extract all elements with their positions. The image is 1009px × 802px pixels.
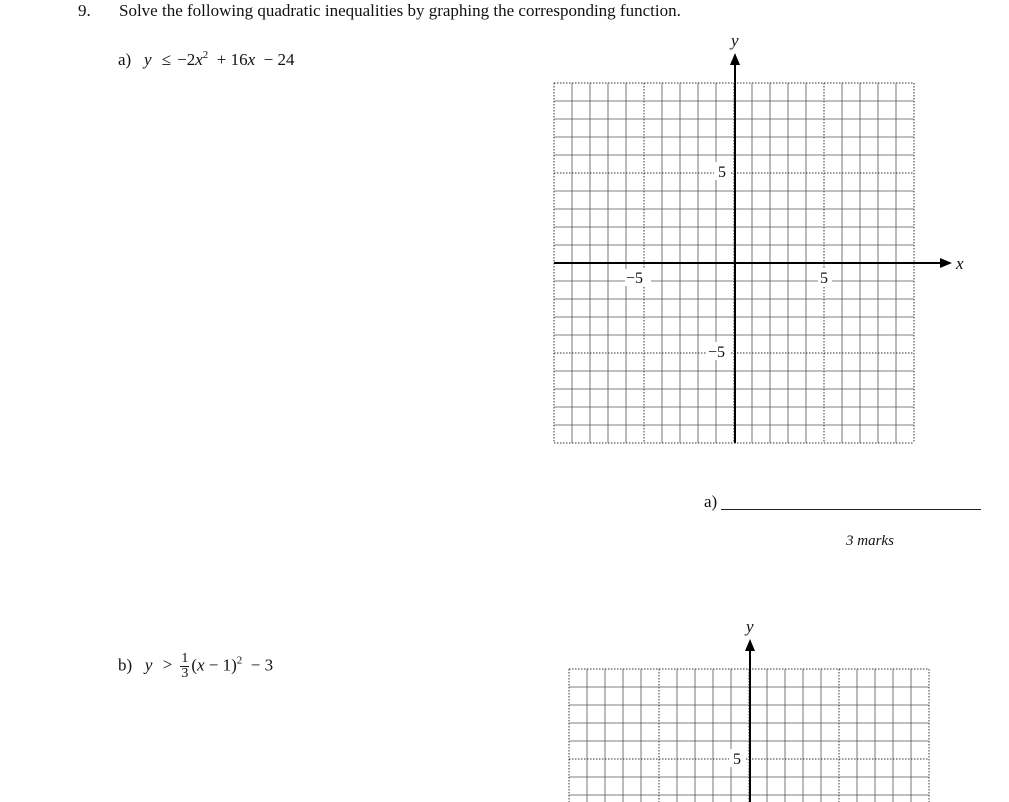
part-a-relation: ≤ bbox=[161, 50, 172, 69]
part-a-x1: x bbox=[195, 50, 203, 69]
part-b-tail: − 3 bbox=[250, 655, 274, 675]
graph-a-tick-y-pos: 5 bbox=[718, 164, 726, 181]
answer-a-label: a) bbox=[704, 492, 718, 511]
part-a-inequality bbox=[118, 49, 294, 70]
part-a-const: − 24 bbox=[263, 50, 295, 69]
part-b-frac-num: 1 bbox=[181, 651, 189, 666]
graph-a-y-label: y bbox=[731, 31, 739, 50]
marks-a: 3 marks bbox=[846, 533, 894, 549]
part-b-x: x bbox=[196, 655, 205, 675]
part-a-exponent: 2 bbox=[202, 49, 209, 61]
graph-b-tick-y-pos: 5 bbox=[733, 751, 741, 768]
part-a-coef1: −2 bbox=[177, 50, 196, 69]
graph-a-tick-x-neg: −5 bbox=[626, 270, 644, 287]
part-a-label: a) bbox=[118, 50, 132, 69]
question-instruction: Solve the following quadratic inequalities by graphing the corresponding function. bbox=[119, 1, 681, 20]
graph-b-y-arrow bbox=[745, 639, 755, 651]
part-b-inner: − 1) bbox=[204, 655, 237, 675]
part-b-exponent: 2 bbox=[236, 654, 243, 667]
graph-a-x-label: x bbox=[956, 254, 964, 273]
part-b-var: y bbox=[144, 655, 153, 675]
part-b-inequality bbox=[118, 652, 273, 681]
part-b-frac-den: 3 bbox=[181, 666, 189, 681]
graph-a-tick-x-pos: 5 bbox=[820, 270, 828, 287]
answer-a-field[interactable] bbox=[721, 509, 981, 510]
part-b-relation: > bbox=[162, 655, 173, 675]
graph-a-x-arrow bbox=[940, 258, 952, 268]
part-b-label: b) bbox=[118, 655, 133, 675]
part-b-fraction bbox=[180, 652, 189, 681]
part-a-x2: x bbox=[247, 50, 256, 69]
graph-a-y-arrow bbox=[730, 53, 740, 65]
graph-a-tick-y-neg: −5 bbox=[708, 344, 726, 361]
question-number: 9. bbox=[78, 1, 91, 20]
graph-b-y-label: y bbox=[746, 617, 754, 636]
graph-a bbox=[554, 33, 974, 448]
part-b-paren-open: ( bbox=[191, 655, 197, 675]
part-a-var: y bbox=[143, 50, 152, 69]
graph-b bbox=[569, 619, 934, 802]
part-a-coef2: + 16 bbox=[216, 50, 248, 69]
